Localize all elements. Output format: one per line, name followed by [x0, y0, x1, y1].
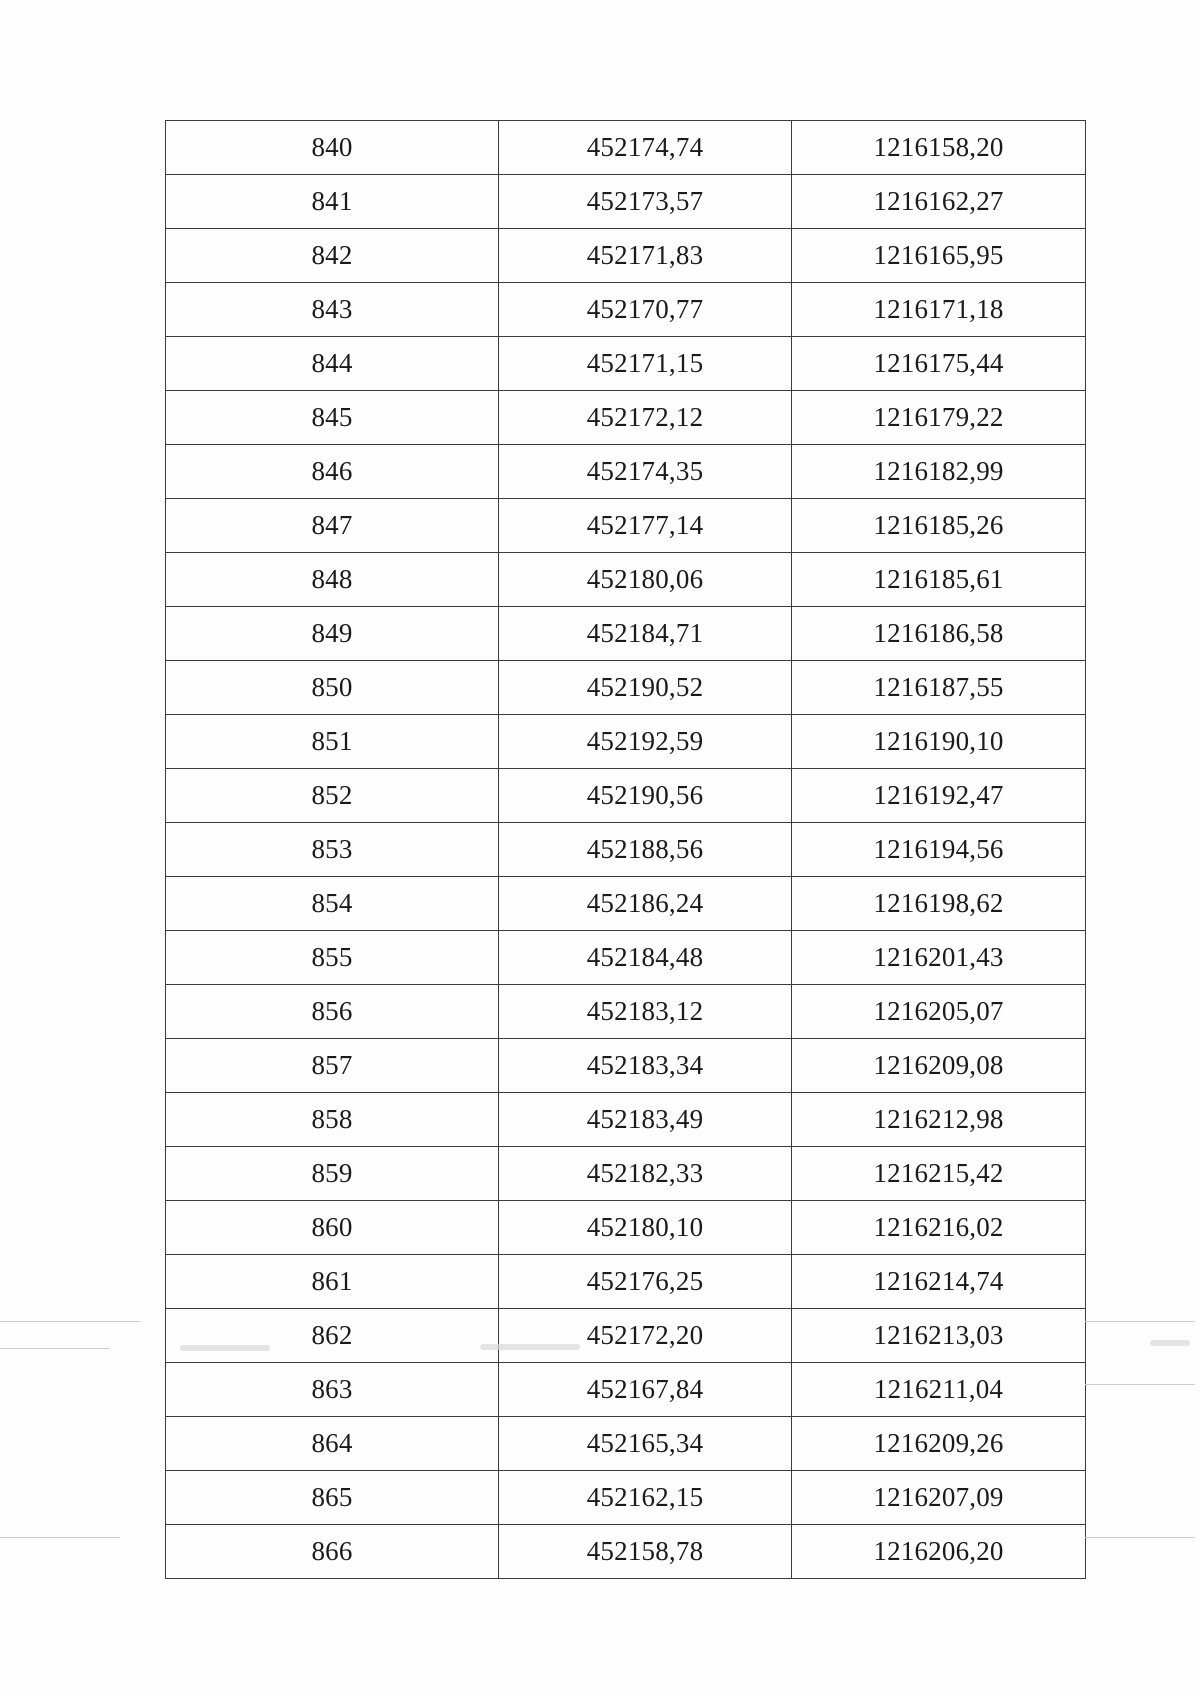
point-number-cell: 850 [166, 661, 499, 715]
y-coordinate-cell: 1216214,74 [792, 1255, 1086, 1309]
table-row [166, 715, 1086, 769]
table-row [166, 121, 1086, 175]
x-coordinate-cell: 452190,56 [499, 769, 792, 823]
x-coordinate-cell: 452183,34 [499, 1039, 792, 1093]
table-row [166, 445, 1086, 499]
y-coordinate-cell: 1216205,07 [792, 985, 1086, 1039]
x-coordinate-cell: 452188,56 [499, 823, 792, 877]
y-coordinate-cell: 1216209,26 [792, 1417, 1086, 1471]
point-number-cell: 864 [166, 1417, 499, 1471]
x-coordinate-cell: 452182,33 [499, 1147, 792, 1201]
table-row [166, 283, 1086, 337]
x-coordinate-cell: 452176,25 [499, 1255, 792, 1309]
point-number-cell: 853 [166, 823, 499, 877]
y-coordinate-cell: 1216185,26 [792, 499, 1086, 553]
x-coordinate-cell: 452173,57 [499, 175, 792, 229]
point-number-cell: 857 [166, 1039, 499, 1093]
table-row [166, 607, 1086, 661]
y-coordinate-cell: 1216185,61 [792, 553, 1086, 607]
y-coordinate-cell: 1216162,27 [792, 175, 1086, 229]
x-coordinate-cell: 452171,83 [499, 229, 792, 283]
y-coordinate-cell: 1216182,99 [792, 445, 1086, 499]
scan-artifact-smudge [1150, 1340, 1190, 1346]
table-row [166, 1093, 1086, 1147]
point-number-cell: 847 [166, 499, 499, 553]
point-number-cell: 855 [166, 931, 499, 985]
y-coordinate-cell: 1216171,18 [792, 283, 1086, 337]
y-coordinate-cell: 1216179,22 [792, 391, 1086, 445]
y-coordinate-cell: 1216216,02 [792, 1201, 1086, 1255]
point-number-cell: 840 [166, 121, 499, 175]
x-coordinate-cell: 452180,10 [499, 1201, 792, 1255]
y-coordinate-cell: 1216175,44 [792, 337, 1086, 391]
table-row [166, 661, 1086, 715]
point-number-cell: 859 [166, 1147, 499, 1201]
y-coordinate-cell: 1216198,62 [792, 877, 1086, 931]
point-number-cell: 865 [166, 1471, 499, 1525]
scan-artifact-smudge [180, 1345, 270, 1351]
x-coordinate-cell: 452183,12 [499, 985, 792, 1039]
x-coordinate-cell: 452186,24 [499, 877, 792, 931]
y-coordinate-cell: 1216186,58 [792, 607, 1086, 661]
table-row [166, 175, 1086, 229]
scan-artifact-smudge [480, 1344, 580, 1350]
table-row [166, 391, 1086, 445]
point-number-cell: 852 [166, 769, 499, 823]
x-coordinate-cell: 452158,78 [499, 1525, 792, 1579]
x-coordinate-cell: 452162,15 [499, 1471, 792, 1525]
y-coordinate-cell: 1216206,20 [792, 1525, 1086, 1579]
point-number-cell: 862 [166, 1309, 499, 1363]
x-coordinate-cell: 452177,14 [499, 499, 792, 553]
point-number-cell: 851 [166, 715, 499, 769]
table-row [166, 1309, 1086, 1363]
point-number-cell: 861 [166, 1255, 499, 1309]
table-row [166, 1471, 1086, 1525]
point-number-cell: 858 [166, 1093, 499, 1147]
table-row [166, 1147, 1086, 1201]
point-number-cell: 860 [166, 1201, 499, 1255]
y-coordinate-cell: 1216215,42 [792, 1147, 1086, 1201]
table-row [166, 877, 1086, 931]
x-coordinate-cell: 452184,71 [499, 607, 792, 661]
point-number-cell: 863 [166, 1363, 499, 1417]
y-coordinate-cell: 1216209,08 [792, 1039, 1086, 1093]
coordinates-table [165, 120, 1086, 1579]
scan-artifact-line [1085, 1537, 1195, 1538]
point-number-cell: 844 [166, 337, 499, 391]
table-row [166, 769, 1086, 823]
point-number-cell: 866 [166, 1525, 499, 1579]
table-row [166, 553, 1086, 607]
x-coordinate-cell: 452172,20 [499, 1309, 792, 1363]
y-coordinate-cell: 1216187,55 [792, 661, 1086, 715]
y-coordinate-cell: 1216165,95 [792, 229, 1086, 283]
scan-artifact-line [0, 1348, 110, 1349]
table-row [166, 337, 1086, 391]
x-coordinate-cell: 452165,34 [499, 1417, 792, 1471]
y-coordinate-cell: 1216194,56 [792, 823, 1086, 877]
table-row [166, 499, 1086, 553]
point-number-cell: 846 [166, 445, 499, 499]
y-coordinate-cell: 1216211,04 [792, 1363, 1086, 1417]
x-coordinate-cell: 452190,52 [499, 661, 792, 715]
point-number-cell: 841 [166, 175, 499, 229]
table-row [166, 823, 1086, 877]
point-number-cell: 854 [166, 877, 499, 931]
point-number-cell: 845 [166, 391, 499, 445]
y-coordinate-cell: 1216212,98 [792, 1093, 1086, 1147]
table-row [166, 1255, 1086, 1309]
y-coordinate-cell: 1216201,43 [792, 931, 1086, 985]
point-number-cell: 842 [166, 229, 499, 283]
y-coordinate-cell: 1216192,47 [792, 769, 1086, 823]
x-coordinate-cell: 452174,74 [499, 121, 792, 175]
y-coordinate-cell: 1216213,03 [792, 1309, 1086, 1363]
y-coordinate-cell: 1216190,10 [792, 715, 1086, 769]
table-row [166, 931, 1086, 985]
x-coordinate-cell: 452167,84 [499, 1363, 792, 1417]
table-row [166, 1417, 1086, 1471]
table-row [166, 985, 1086, 1039]
scan-artifact-line [1085, 1321, 1195, 1322]
scan-artifact-line [0, 1537, 120, 1538]
x-coordinate-cell: 452170,77 [499, 283, 792, 337]
table-row [166, 1363, 1086, 1417]
table-row [166, 1201, 1086, 1255]
scan-artifact-line [1085, 1384, 1195, 1385]
table-row [166, 1039, 1086, 1093]
point-number-cell: 848 [166, 553, 499, 607]
x-coordinate-cell: 452174,35 [499, 445, 792, 499]
table-row [166, 229, 1086, 283]
scan-artifact-line [0, 1321, 140, 1322]
x-coordinate-cell: 452180,06 [499, 553, 792, 607]
coordinates-table-body [166, 121, 1086, 1579]
x-coordinate-cell: 452171,15 [499, 337, 792, 391]
x-coordinate-cell: 452172,12 [499, 391, 792, 445]
x-coordinate-cell: 452184,48 [499, 931, 792, 985]
table-row [166, 1525, 1086, 1579]
x-coordinate-cell: 452192,59 [499, 715, 792, 769]
point-number-cell: 856 [166, 985, 499, 1039]
point-number-cell: 849 [166, 607, 499, 661]
y-coordinate-cell: 1216207,09 [792, 1471, 1086, 1525]
y-coordinate-cell: 1216158,20 [792, 121, 1086, 175]
point-number-cell: 843 [166, 283, 499, 337]
x-coordinate-cell: 452183,49 [499, 1093, 792, 1147]
